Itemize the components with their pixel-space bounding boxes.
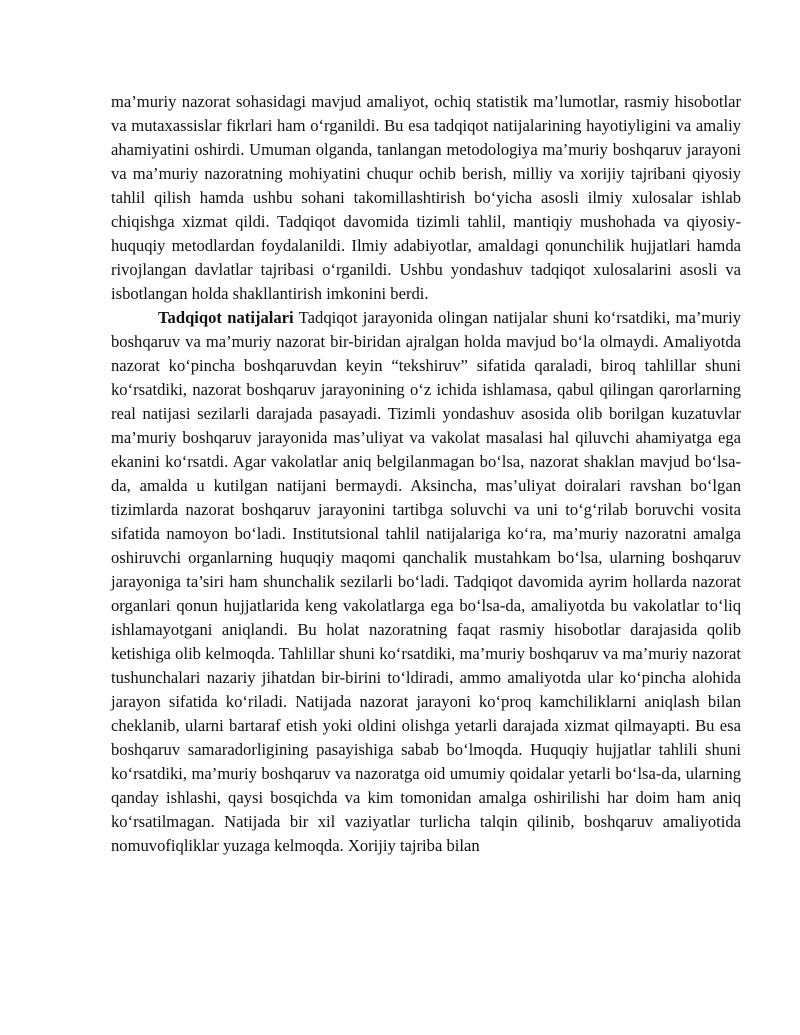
body-text (111, 90, 741, 858)
paragraph-methodology: ma’muriy nazorat sohasidagi mavjud amaliyot, ochiq statistik ma’lumotlar, rasmiy hisobotlar va mutaxassislar fikrlari ham o‘rganildi. Bu esa tadqiqot natijalarining hayotiyligini va amaliy ahamiyatini oshirdi. Umuman olganda, tanlangan metodologiya ma’muriy boshqaruv jarayoni va ma’muriy nazoratning mohiyatini chuqur ochib berish, milliy va xorijiy tajribani qiyosiy tahlil qilish hamda ushbu sohani takomillashtirish bo‘yicha asosli ilmiy xulosalar ishlab chiqishga xizmat qildi. Tadqiqot davomida tizimli tahlil, mantiqiy mushohada va qiyosiy-huquqiy metodlardan foydalanildi. Ilmiy adabiyotlar, amaldagi qonunchilik hujjatlari hamda rivojlangan davlatlar tajribasi o‘rganildi. Ushbu yondashuv tadqiqot xulosalarini asosli va isbotlangan holda shakllantirish imkonini berdi. (111, 92, 741, 303)
section-heading: Tadqiqot natijalari (158, 308, 294, 327)
paragraph-results-text: Tadqiqot jarayonida olingan natijalar shuni ko‘rsatdiki, ma’muriy boshqaruv va ma’muriy nazorat bir-biridan ajralgan holda mavjud bo‘la olmaydi. Amaliyotda nazorat ko‘pincha boshqaruvdan keyin “tekshiruv” sifatida qaraladi, biroq tahlillar shuni ko‘rsatdiki, nazorat boshqaruv jarayonining o‘z ichida ishlamasa, qabul qilingan qarorlarning real natijasi sezilarli darajada pasayadi. Tizimli yondashuv asosida olib borilgan kuzatuvlar ma’muriy boshqaruv jarayonida mas’uliyat va vakolat masalasi hal qiluvchi ahamiyatga ega ekanini ko‘rsatdi. Agar vakolatlar aniq belgilanmagan bo‘lsa, nazorat shaklan mavjud bo‘lsa-da, amalda u kutilgan natijani bermaydi. Aksincha, mas’uliyat doiralari ravshan bo‘lgan tizimlarda nazorat boshqaruv jarayonini tartibga soluvchi va uni to‘g‘rilab boruvchi vosita sifatida namoyon bo‘ladi. Institutsional tahlil natijalariga ko‘ra, ma’muriy nazoratni amalga oshiruvchi organlarning huquqiy maqomi qanchalik mustahkam bo‘lsa, ularning boshqaruv jarayoniga ta’siri ham shunchalik sezilarli bo‘ladi. Tadqiqot davomida ayrim hollarda nazorat organlari qonun hujjatlarida keng vakolatlarga ega bo‘lsa-da, amaliyotda bu vakolatlar to‘liq ishlamayotgani aniqlandi. Bu holat nazoratning faqat rasmiy hisobotlar darajasida qolib ketishiga olib kelmoqda. Tahlillar shuni ko‘rsatdiki, ma’muriy boshqaruv va ma’muriy nazorat tushunchalari nazariy jihatdan bir-birini to‘ldiradi, ammo amaliyotda ular ko‘pincha alohida jarayon sifatida ko‘riladi. Natijada nazorat jarayoni ko‘proq kamchiliklarni aniqlash bilan cheklanib, ularni bartaraf etish yoki oldini olishga yetarli darajada xizmat qilmayapti. Bu esa boshqaruv samaradorligining pasayishiga sabab bo‘lmoqda. Huquqiy hujjatlar tahlili shuni ko‘rsatdiki, ma’muriy boshqaruv va nazoratga oid umumiy qoidalar yetarli bo‘lsa-da, ularning qanday ishlashi, qaysi bosqichda va kim tomonidan amalga oshirilishi har doim ham aniq ko‘rsatilmagan. Natijada bir xil vaziyatlar turlicha talqin qilinib, boshqaruv amaliyotida nomuvofiqliklar yuzaga kelmoqda. Xorijiy tajriba bilan (111, 308, 741, 855)
paragraph-results (111, 306, 741, 858)
